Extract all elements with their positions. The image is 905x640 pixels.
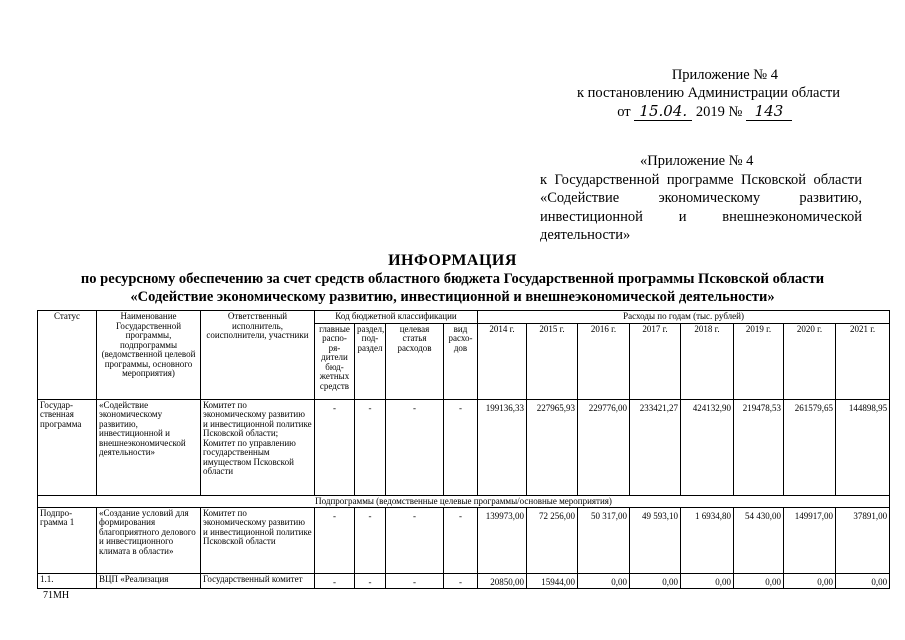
- row-value: 20850,00: [478, 573, 527, 589]
- header-year: 2020 г.: [784, 323, 836, 399]
- row-code: -: [386, 399, 444, 495]
- row-code: -: [444, 399, 478, 495]
- appendix-decree: к постановлению Администрации области: [576, 85, 840, 101]
- row-value: 219478,53: [734, 399, 784, 495]
- row-value: 50 317,00: [578, 507, 630, 573]
- header-year: 2016 г.: [578, 323, 630, 399]
- row-name: ВЦП «Реализация: [97, 573, 201, 589]
- footer-code: 71МН: [43, 590, 70, 601]
- row-value: 54 430,00: [734, 507, 784, 573]
- appendix-number: Приложение № 4: [671, 67, 778, 83]
- appendix-header: [540, 66, 840, 121]
- table-row: [38, 399, 890, 495]
- doc-subtitle-1: по ресурсному обеспечению за счет средств областного бюджета Государственной программы Псковской области: [80, 271, 825, 287]
- row-value: 144898,95: [836, 399, 890, 495]
- subprograms-header-row: [38, 495, 890, 507]
- row-value: 15944,00: [527, 573, 578, 589]
- row-code: -: [355, 399, 386, 495]
- appendix-date-line: [540, 102, 840, 121]
- row-value: 199136,33: [478, 399, 527, 495]
- date-prefix: от: [617, 104, 631, 120]
- row-value: 0,00: [630, 573, 681, 589]
- table-header-row: [38, 311, 890, 324]
- appendix-ref-text: к Государственной программе Псковской области «Содействие экономическому развитию, инвестиционной и внешнеэкономической деятельности»: [540, 171, 862, 243]
- row-value: 0,00: [784, 573, 836, 589]
- resource-table: [37, 310, 890, 589]
- header-status: Статус: [38, 311, 97, 400]
- row-code: -: [315, 507, 355, 573]
- header-year: 2021 г.: [836, 323, 890, 399]
- row-value: 0,00: [734, 573, 784, 589]
- row-code: -: [315, 573, 355, 589]
- row-status: 1.1.: [38, 573, 97, 589]
- table-row: [38, 573, 890, 589]
- header-year: 2014 г.: [478, 323, 527, 399]
- header-executor: Ответственный исполнитель, соисполнители, участники: [201, 311, 315, 400]
- row-code: -: [444, 573, 478, 589]
- row-status: Подпро-грамма 1: [38, 507, 97, 573]
- table-row: [38, 507, 890, 573]
- row-value: 139973,00: [478, 507, 527, 573]
- header-name: Наименование Государственной программы, подпрограммы (ведомственной целевой программы, основного мероприятия): [97, 311, 201, 400]
- row-executor: Комитет по экономическому развитию и инвестиционной политике Псковской области: [201, 507, 315, 573]
- row-executor: Государственный комитет: [201, 573, 315, 589]
- header-year: 2015 г.: [527, 323, 578, 399]
- header-code-type: вид расхо-дов: [444, 323, 478, 399]
- row-code: -: [386, 573, 444, 589]
- row-executor: Комитет по экономическому развитию и инвестиционной политике Псковской области; Комитет по управлению государственным имуществом Псковской области: [201, 399, 315, 495]
- header-year: 2019 г.: [734, 323, 784, 399]
- header-budget-code: Код бюджетной классификации: [315, 311, 478, 324]
- doc-subtitle-2: «Содействие экономическому развитию, инвестиционной и внешнеэкономической деятельности»: [130, 289, 775, 305]
- row-value: 0,00: [681, 573, 734, 589]
- row-value: 227965,93: [527, 399, 578, 495]
- row-value: 261579,65: [784, 399, 836, 495]
- row-code: -: [444, 507, 478, 573]
- header-year: 2017 г.: [630, 323, 681, 399]
- handwritten-number: 143: [746, 102, 792, 121]
- header-code-gr: главные распо-ря-дители бюд-жетных средств: [315, 323, 355, 399]
- header-code-section: раздел, под-раздел: [355, 323, 386, 399]
- row-name: «Содействие экономическому развитию, инвестиционной и внешнеэкономической деятельности»: [97, 399, 201, 495]
- header-code-article: целевая статья расходов: [386, 323, 444, 399]
- row-value: 49 593,10: [630, 507, 681, 573]
- row-value: 0,00: [578, 573, 630, 589]
- header-year: 2018 г.: [681, 323, 734, 399]
- handwritten-date: 15.04.: [634, 102, 692, 121]
- row-code: -: [315, 399, 355, 495]
- row-value: 72 256,00: [527, 507, 578, 573]
- row-code: -: [386, 507, 444, 573]
- row-value: 1 6934,80: [681, 507, 734, 573]
- appendix-ref-title: «Приложение № 4: [640, 153, 754, 169]
- date-suffix: 2019 №: [695, 104, 743, 120]
- row-code: -: [355, 573, 386, 589]
- row-value: 233421,27: [630, 399, 681, 495]
- row-value: 37891,00: [836, 507, 890, 573]
- row-value: 229776,00: [578, 399, 630, 495]
- row-value: 149917,00: [784, 507, 836, 573]
- row-status: Государ-ственная программа: [38, 399, 97, 495]
- doc-title: ИНФОРМАЦИЯ: [388, 252, 517, 269]
- row-code: -: [355, 507, 386, 573]
- row-name: «Создание условий для формирования благоприятного делового и инвестиционного климата в области»: [97, 507, 201, 573]
- row-value: 424132,90: [681, 399, 734, 495]
- header-expenses: Расходы по годам (тыс. рублей): [478, 311, 890, 324]
- subprograms-header: Подпрограммы (ведомственные целевые программы/основные мероприятия): [38, 495, 890, 507]
- appendix-reference: [540, 152, 862, 245]
- row-value: 0,00: [836, 573, 890, 589]
